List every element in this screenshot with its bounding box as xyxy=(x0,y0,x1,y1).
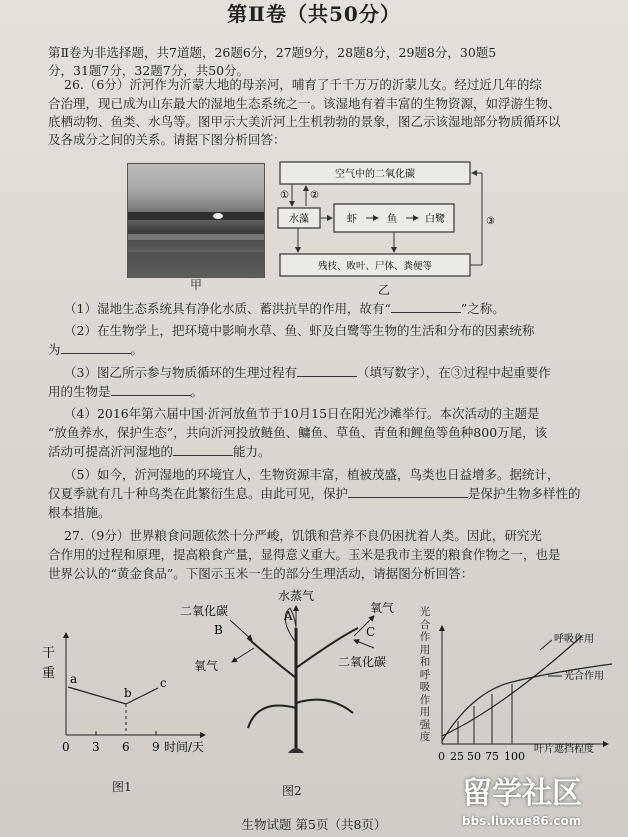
q26-sub3-end: 。 xyxy=(190,384,204,399)
q26-sub5-end: 是保护生物多样性的 xyxy=(468,486,581,501)
q26-sub5-line2 xyxy=(48,485,581,503)
fig1-tick-3: 3 xyxy=(92,740,100,754)
watermark xyxy=(462,768,622,832)
q26-line-4: 及各成分之间的关系。请据下图分析回答： xyxy=(48,132,286,147)
q26-sub4-text: 活动可提高沂河湿地的 xyxy=(48,444,174,459)
fig2-o2-label: 氧气 xyxy=(370,601,395,615)
q26-line-1: 26.（6分）沂河作为沂蒙大地的母亲河，哺育了千千万万的沂蒙儿女。经过近几年的综 xyxy=(64,77,542,92)
fig2-caption: 图2 xyxy=(282,784,302,798)
dry-weight-curve xyxy=(68,687,158,704)
wetland-photo-graphic xyxy=(128,164,264,277)
fig3-tick-50: 50 xyxy=(467,750,481,763)
fig1-tick-0: 0 xyxy=(62,740,70,754)
photosynthesis-label: 光合作用 xyxy=(564,671,604,682)
q27-line-3: 世界公认的“黄金食品”。下图示玉米一生的部分生理活动，请据图分析回答： xyxy=(48,566,474,581)
fig2-label-a: A xyxy=(284,609,293,623)
q26-sub3-line1 xyxy=(64,364,551,382)
q26-sub4-line2: “放鱼养水，保护生态”，共向沂河投放鲢鱼、鳙鱼、草鱼、青鱼和鲤鱼等鱼种800万尾，该 xyxy=(48,425,548,440)
fig-yi-label: 乙 xyxy=(378,283,391,297)
point-b: b xyxy=(124,686,132,700)
q26-sub5-line1: （5）如今，沂河湿地的环境宜人，生物资源丰富，植被茂盛，鸟类也日益增多。据统计， xyxy=(64,467,560,482)
arrow-3-label: ③ xyxy=(486,216,495,227)
q26-sub5-text: 仅夏季就有几十种鸟类在此繁衍生息。由此可见，保护 xyxy=(48,486,349,501)
q26-sub5-blank[interactable] xyxy=(348,485,468,498)
watermark-brand: 留学社区 xyxy=(462,776,582,811)
fig1-tick-6: 6 xyxy=(122,740,130,754)
fig2-co2-in-label: 二氧化碳 xyxy=(180,604,229,618)
q26-sub2-blank[interactable] xyxy=(61,341,131,354)
fig2-co2-label: 二氧化碳 xyxy=(338,655,387,669)
fig1-tick-9: 9 xyxy=(152,740,160,754)
corn-leaf-left-2 xyxy=(248,706,296,729)
shrimp-label: 虾 xyxy=(347,214,357,225)
fish-label: 鱼 xyxy=(387,214,397,225)
q26-sub2-end: 。 xyxy=(130,342,144,357)
q27-line-2: 合作用的过程和原理，提高粮食产量，显得意义重大。玉米是我市主要的粮食作物之一，也是 xyxy=(48,547,561,562)
section-title: 第Ⅱ卷（共50分） xyxy=(227,2,401,26)
fig3-tick-75: 75 xyxy=(485,750,499,763)
point-c: c xyxy=(160,676,167,690)
fig1-ylabel-2: 重 xyxy=(42,666,56,681)
q26-sub2-text: 为 xyxy=(48,342,61,357)
respiration-label: 呼吸作用 xyxy=(554,634,594,645)
q26-sub3-blank1[interactable] xyxy=(297,364,357,377)
egret-label: 白鹭 xyxy=(425,214,445,225)
fig3-tick-100: 100 xyxy=(504,750,525,763)
corn-leaf-left-1 xyxy=(248,638,296,678)
q26-sub3-mid: （填写数字），在③过程中起重要作 xyxy=(356,365,551,380)
corn-leaf-right-2 xyxy=(296,700,353,713)
fig2-label-c: C xyxy=(366,625,376,639)
q26-sub3-blank2[interactable] xyxy=(111,383,191,396)
fig1-caption: 图1 xyxy=(112,780,132,794)
wetland-photo xyxy=(127,163,265,278)
arrow-1-label: ① xyxy=(280,190,289,201)
arrow-2-label: ② xyxy=(310,190,319,201)
intro-line-2: 分，31题7分，32题7分，共50分。 xyxy=(48,63,250,78)
q26-sub1-text: （1）湿地生态系统具有净化水质、蓄洪抗旱的作用，故有“ xyxy=(64,301,391,316)
fig1-xlabel: 时间/天 xyxy=(164,740,205,754)
q26-sub2-line1: （2）在生物学上，把环境中影响水草、鱼、虾及白鹭等生物的生活和分布的因素统称 xyxy=(64,323,535,338)
residue-label: 残枝、败叶、尸体、粪便等 xyxy=(317,261,433,272)
q26-line-2: 合治理，现已成为山东最大的湿地生态系统之一。该湿地有着丰富的生物资源，如浮游生物、 xyxy=(48,96,561,111)
egret-shape xyxy=(213,213,223,219)
q26-line-3: 底栖动物、鱼类、水鸟等。图甲示大美沂河上生机勃勃的景象，图乙示该湿地部分物质循环以 xyxy=(48,114,561,129)
algae-label: 水藻 xyxy=(289,214,309,225)
fig2-water-vapor-label: 水蒸气 xyxy=(278,589,315,603)
cycle-diagram xyxy=(270,160,500,282)
watermark-url: bbs.liuxue86.com xyxy=(462,814,582,828)
q26-sub4-line3 xyxy=(48,443,271,461)
q26-sub3-text2: 用的生物是 xyxy=(48,384,111,399)
fig3-tick-0: 0 xyxy=(438,750,445,763)
q26-sub1-end: ”之称。 xyxy=(460,301,505,316)
q26-sub4-blank[interactable] xyxy=(173,443,233,456)
q26-sub2-line2 xyxy=(48,341,143,359)
q26-sub1 xyxy=(64,300,505,318)
fig2-corn-plant xyxy=(178,588,408,763)
point-a: a xyxy=(70,672,78,686)
q26-sub4-line1: （4）2016年第六届中国·沂河放鱼节于10月15日在阳光沙滩举行。本次活动的主题是 xyxy=(64,406,540,421)
fig1-ylabel-1: 干 xyxy=(42,646,56,661)
fig-jia-label: 甲 xyxy=(190,278,203,292)
q26-sub4-end: 能力。 xyxy=(233,444,271,459)
q26-sub3-line2 xyxy=(48,383,203,401)
fig3-xlabel: 叶片遮挡程度 xyxy=(534,744,594,755)
q26-sub3-text: （3）图乙所示参与物质循环的生理过程有 xyxy=(64,365,297,380)
fig2-o2-out-label: 氧气 xyxy=(194,659,219,673)
fig2-label-b: B xyxy=(214,623,223,637)
q26-sub1-blank[interactable] xyxy=(391,300,461,313)
fig3-ylabel: 光 合 作 用 和 呼 吸 作 用 强 度 xyxy=(419,606,431,743)
q26-sub5-line3: 根本措施。 xyxy=(48,505,111,520)
page-footer: 生物试题 第5页（共8页） xyxy=(241,817,387,832)
intro-line-1: 第Ⅱ卷为非选择题，共7道题，26题6分，27题9分，28题8分，29题8分，30题5 xyxy=(48,45,497,60)
q27-line-1: 27.（9分）世界粮食问题依然十分严峻，饥饿和营养不良仍困扰着人类。因此，研究光 xyxy=(64,528,542,543)
fig3-intensity-graph xyxy=(412,596,628,771)
air-co2-label: 空气中的二氧化碳 xyxy=(335,169,415,180)
fig3-tick-25: 25 xyxy=(450,750,464,763)
